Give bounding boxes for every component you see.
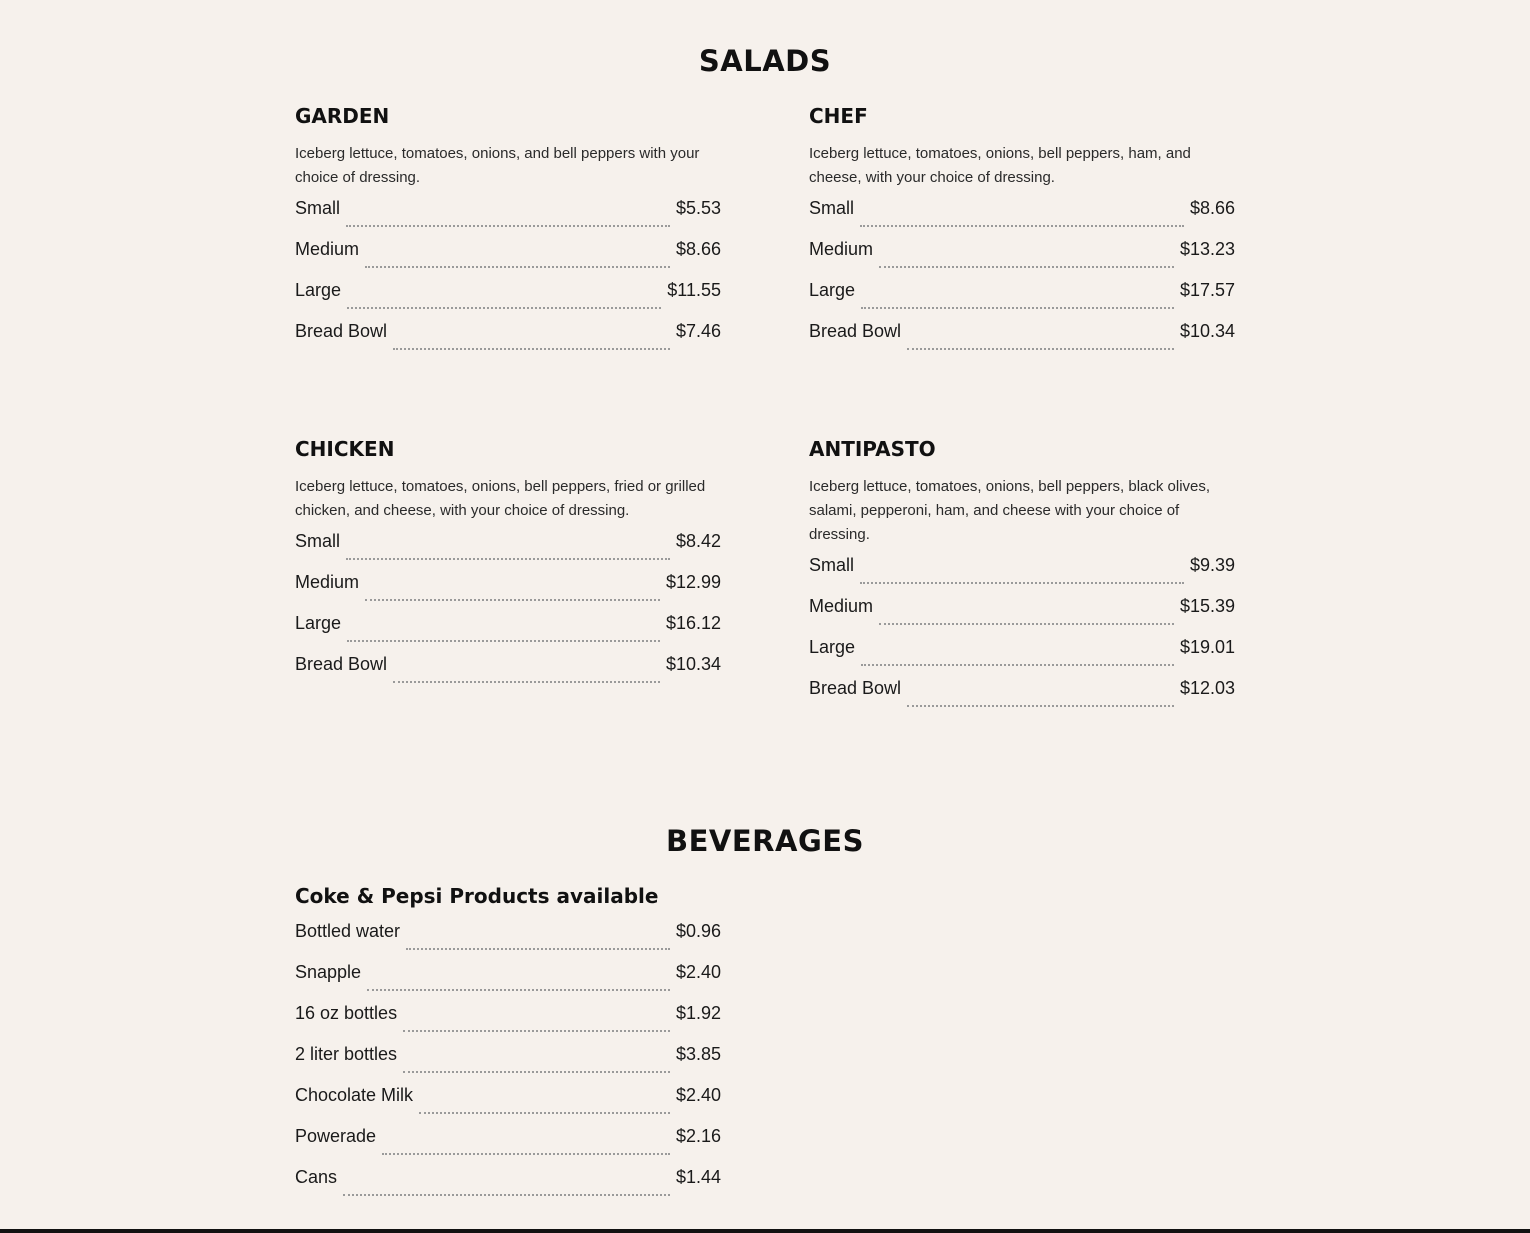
dot-leader — [382, 1153, 670, 1155]
dot-leader — [367, 989, 670, 991]
beverage-row — [295, 921, 721, 962]
beverage-name: Snapple — [295, 962, 362, 982]
price-row — [809, 555, 1235, 596]
salad-item-antipasto — [809, 437, 1235, 719]
beverages-subtitle: Coke & Pepsi Products available — [295, 884, 659, 908]
price-value: $8.66 — [1189, 198, 1235, 218]
dot-leader — [346, 558, 670, 560]
salad-title: CHICKEN — [295, 437, 395, 461]
salad-title: CHEF — [809, 104, 868, 128]
dot-leader — [365, 599, 660, 601]
price-value: $8.66 — [675, 239, 721, 259]
price-row — [809, 637, 1235, 678]
price-value: $2.40 — [675, 1085, 721, 1105]
beverage-row — [295, 1003, 721, 1044]
dot-leader — [403, 1030, 670, 1032]
price-row — [809, 239, 1235, 280]
price-row — [295, 239, 721, 280]
price-row — [295, 654, 721, 695]
size-label: Small — [295, 198, 341, 218]
salad-description: Iceberg lettuce, tomatoes, onions, bell peppers, ham, and cheese, with your choice of dressing. — [809, 145, 1191, 186]
beverage-name: Cans — [295, 1167, 338, 1187]
beverage-name: Bottled water — [295, 921, 401, 941]
price-row — [809, 321, 1235, 362]
price-value: $16.12 — [665, 613, 721, 633]
price-row — [809, 280, 1235, 321]
footer-divider — [0, 1229, 1530, 1233]
price-value: $10.34 — [1179, 321, 1235, 341]
size-label: Large — [295, 613, 342, 633]
salad-title: ANTIPASTO — [809, 437, 936, 461]
beverage-row — [295, 962, 721, 1003]
price-row — [295, 198, 721, 239]
salad-title: GARDEN — [295, 104, 390, 128]
price-value: $1.92 — [675, 1003, 721, 1023]
salads-section-title: SALADS — [698, 44, 832, 78]
dot-leader — [343, 1194, 670, 1196]
dot-leader — [346, 225, 670, 227]
price-value: $1.44 — [675, 1167, 721, 1187]
price-value: $19.01 — [1179, 637, 1235, 657]
price-value: $17.57 — [1179, 280, 1235, 300]
size-label: Medium — [295, 239, 360, 259]
price-value: $0.96 — [675, 921, 721, 941]
price-value: $9.39 — [1189, 555, 1235, 575]
price-row — [809, 678, 1235, 719]
dot-leader — [406, 948, 670, 950]
beverage-row — [295, 1126, 721, 1167]
price-value: $13.23 — [1179, 239, 1235, 259]
price-row — [295, 572, 721, 613]
dot-leader — [907, 705, 1174, 707]
dot-leader — [860, 582, 1184, 584]
salad-description: Iceberg lettuce, tomatoes, onions, and bell peppers with your choice of dressing. — [295, 145, 700, 186]
dot-leader — [860, 225, 1184, 227]
dot-leader — [861, 664, 1174, 666]
dot-leader — [393, 681, 660, 683]
beverage-name: Chocolate Milk — [295, 1085, 414, 1105]
size-label: Large — [295, 280, 342, 300]
size-label: Large — [809, 637, 856, 657]
dot-leader — [879, 623, 1174, 625]
price-value: $5.53 — [675, 198, 721, 218]
size-label: Bread Bowl — [809, 678, 902, 698]
dot-leader — [393, 348, 670, 350]
price-value: $12.03 — [1179, 678, 1235, 698]
dot-leader — [879, 266, 1174, 268]
price-row — [809, 198, 1235, 239]
price-value: $3.85 — [675, 1044, 721, 1064]
beverage-name: 16 oz bottles — [295, 1003, 398, 1023]
price-value: $15.39 — [1179, 596, 1235, 616]
price-row — [295, 321, 721, 362]
size-label: Bread Bowl — [295, 654, 388, 674]
price-value: $11.55 — [667, 280, 721, 300]
size-label: Medium — [809, 239, 874, 259]
beverage-row — [295, 1167, 721, 1208]
dot-leader — [365, 266, 670, 268]
size-label: Bread Bowl — [809, 321, 902, 341]
beverage-name: 2 liter bottles — [295, 1044, 398, 1064]
beverages-list — [295, 881, 721, 1208]
dot-leader — [347, 640, 660, 642]
size-label: Small — [809, 198, 855, 218]
price-value: $2.16 — [675, 1126, 721, 1146]
size-label: Small — [809, 555, 855, 575]
beverage-row — [295, 1044, 721, 1085]
price-row — [295, 531, 721, 572]
price-row — [809, 596, 1235, 637]
price-value: $12.99 — [665, 572, 721, 592]
dot-leader — [419, 1112, 670, 1114]
price-row — [295, 280, 721, 321]
salad-item-garden — [295, 104, 721, 362]
size-label: Bread Bowl — [295, 321, 388, 341]
size-label: Large — [809, 280, 856, 300]
dot-leader — [347, 307, 661, 309]
salad-description: Iceberg lettuce, tomatoes, onions, bell peppers, black olives, salami, pepperoni, ham, and cheese with your choice of dressing. — [809, 478, 1211, 543]
dot-leader — [403, 1071, 670, 1073]
beverage-row — [295, 1085, 721, 1126]
salad-description: Iceberg lettuce, tomatoes, onions, bell peppers, fried or grilled chicken, and cheese, with your choice of dressing. — [295, 478, 706, 519]
salad-item-chef — [809, 104, 1235, 362]
size-label: Medium — [809, 596, 874, 616]
price-value: $7.46 — [675, 321, 721, 341]
dot-leader — [861, 307, 1174, 309]
price-value: $10.34 — [665, 654, 721, 674]
price-value: $8.42 — [675, 531, 721, 551]
price-row — [295, 613, 721, 654]
size-label: Medium — [295, 572, 360, 592]
dot-leader — [907, 348, 1174, 350]
beverages-section-title: BEVERAGES — [666, 824, 864, 858]
salad-item-chicken — [295, 437, 721, 695]
beverage-name: Powerade — [295, 1126, 377, 1146]
price-value: $2.40 — [675, 962, 721, 982]
size-label: Small — [295, 531, 341, 551]
